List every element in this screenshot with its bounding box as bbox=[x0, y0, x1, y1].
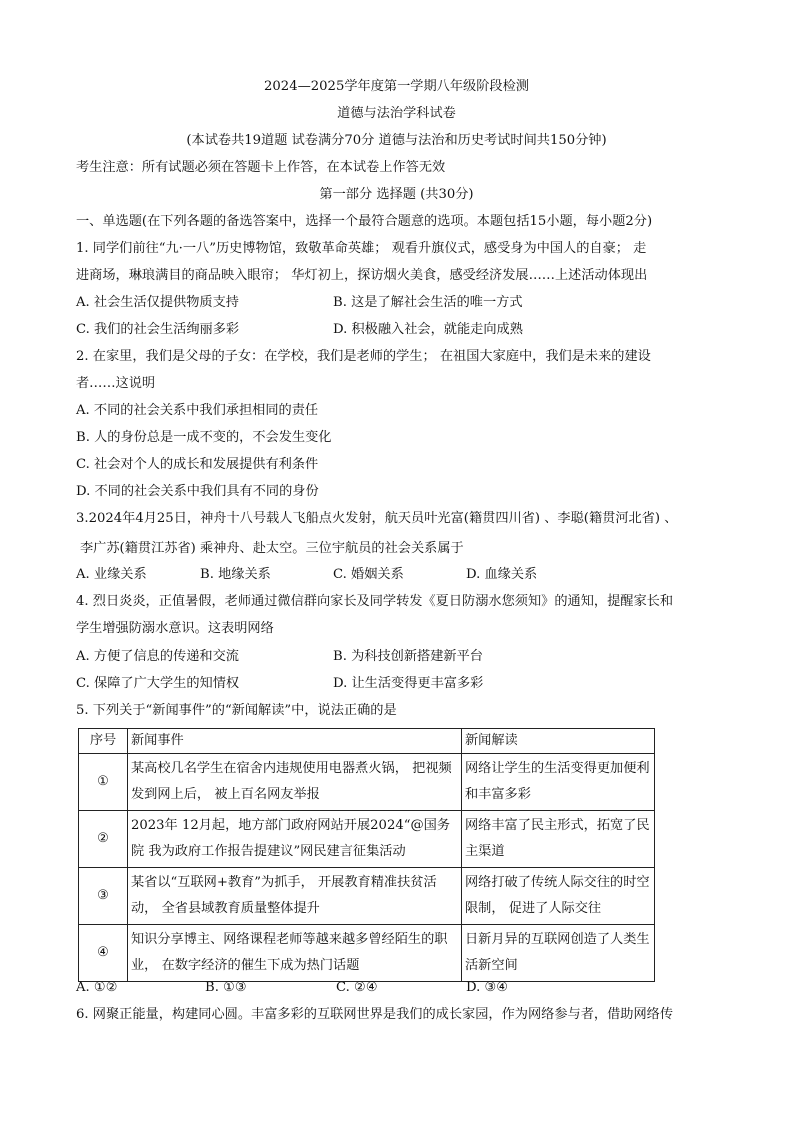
q5-option-a: A. ①② bbox=[76, 980, 118, 995]
q4-option-b: B. 为科技创新搭建新平台 bbox=[333, 649, 483, 664]
q3-option-a: A. 业缘关系 bbox=[76, 567, 147, 582]
table-header-cell: 序号 bbox=[79, 729, 128, 754]
news-event: 某省以“互联网+教育”为抓手， 开展教育精准扶贫活动， 全省县域教育质量整体提升 bbox=[128, 868, 462, 925]
part1-title: 第一部分 选择题 (共30分) bbox=[319, 187, 474, 202]
news-interpretation: 日新月异的互联网创造了人类生活新空间 bbox=[462, 925, 655, 982]
q2-option-b: B. 人的身份总是一成不变的，不会发生变化 bbox=[76, 430, 332, 445]
news-event: 某高校几名学生在宿舍内违规使用电器煮火锅， 把视频发到网上后， 被上百名网友举报 bbox=[128, 754, 462, 811]
table-header-cell: 新闻事件 bbox=[128, 729, 462, 754]
q3-option-b: B. 地缘关系 bbox=[200, 567, 271, 582]
row-number: ① bbox=[79, 754, 128, 811]
q1-stem-line1: 1. 同学们前往“九·一八”历史博物馆，致敬革命英雄； 观看升旗仪式，感受身为中国人的自豪； 走 bbox=[76, 241, 647, 256]
part1-instruction: 一、单选题(在下列各题的备选答案中，选择一个最符合题意的选项。本题包括15小题，每小题2分) bbox=[76, 214, 653, 229]
q2-stem-line2: 者……这说明 bbox=[76, 376, 156, 391]
q4-option-c: C. 保障了广大学生的知情权 bbox=[76, 676, 240, 691]
table-row bbox=[79, 754, 655, 811]
news-interpretation: 网络让学生的生活变得更加便利和丰富多彩 bbox=[462, 754, 655, 811]
exam-notice: 考生注意：所有试题必须在答题卡上作答，在本试卷上作答无效 bbox=[76, 160, 446, 175]
exam-title: 2024—2025学年度第一学期八年级阶段检测 bbox=[264, 79, 529, 94]
q3-stem-line1: 3.2024年4月25日，神舟十八号载人飞船点火发射，航天员叶光富(籍贯四川省) 、李聪(籍贯河北省) 、 bbox=[76, 511, 678, 526]
q1-option-c: C. 我们的社会生活绚丽多彩 bbox=[76, 322, 240, 337]
table-header-row bbox=[79, 729, 655, 754]
q4-stem-line2: 学生增强防溺水意识。这表明网络 bbox=[76, 621, 274, 636]
q5-option-b: B. ①③ bbox=[205, 980, 247, 995]
news-interpretation: 网络打破了传统人际交往的时空限制， 促进了人际交往 bbox=[462, 868, 655, 925]
q1-option-a: A. 社会生活仅提供物质支持 bbox=[76, 295, 239, 310]
exam-subject: 道德与法治学科试卷 bbox=[337, 106, 456, 121]
table-header-cell: 新闻解读 bbox=[462, 729, 655, 754]
table-row bbox=[79, 868, 655, 925]
table-row bbox=[79, 811, 655, 868]
q2-option-c: C. 社会对个人的成长和发展提供有利条件 bbox=[76, 457, 319, 472]
q4-stem-line1: 4. 烈日炎炎，正值暑假，老师通过微信群向家长及同学转发《夏日防溺水您须知》的通知，提醒家长和 bbox=[76, 594, 674, 609]
q6-stem-line1: 6. 网聚正能量，构建同心圆。丰富多彩的互联网世界是我们的成长家园，作为网络参与者，借助网络传 bbox=[76, 1007, 674, 1022]
q5-option-c: C. ②④ bbox=[336, 980, 378, 995]
q2-option-a: A. 不同的社会关系中我们承担相同的责任 bbox=[76, 403, 319, 418]
q1-stem-line2: 进商场，琳琅满目的商品映入眼帘； 华灯初上，探访烟火美食，感受经济发展……上述活动体现出 bbox=[76, 268, 648, 283]
q2-stem-line1: 2. 在家里，我们是父母的子女：在学校，我们是老师的学生； 在祖国大家庭中，我们是未来的建设 bbox=[76, 349, 651, 364]
table-row bbox=[79, 925, 655, 982]
q5-stem: 5. 下列关于“新闻事件”的“新闻解读”中，说法正确的是 bbox=[76, 703, 397, 718]
news-event: 知识分享博主、网络课程老师等越来越多曾经陌生的职业， 在数字经济的催生下成为热门话题 bbox=[128, 925, 462, 982]
q1-option-d: D. 积极融入社会，就能走向成熟 bbox=[333, 322, 523, 337]
q1-option-b: B. 这是了解社会生活的唯一方式 bbox=[333, 295, 523, 310]
news-event: 2023年 12月起，地方部门政府网站开展2024“@国务院 我为政府工作报告提建议”网民建言征集活动 bbox=[128, 811, 462, 868]
row-number: ④ bbox=[79, 925, 128, 982]
q2-option-d: D. 不同的社会关系中我们具有不同的身份 bbox=[76, 484, 319, 499]
q3-option-c: C. 婚姻关系 bbox=[333, 567, 404, 582]
q4-option-a: A. 方便了信息的传递和交流 bbox=[76, 649, 239, 664]
q4-option-d: D. 让生活变得更丰富多彩 bbox=[333, 676, 484, 691]
q3-option-d: D. 血缘关系 bbox=[466, 567, 538, 582]
q3-stem-line2: 李广苏(籍贯江苏省) 乘神舟、赴太空。三位宇航员的社会关系属于 bbox=[80, 541, 464, 556]
news-table bbox=[78, 728, 655, 982]
q5-option-d: D. ③④ bbox=[466, 980, 509, 995]
row-number: ③ bbox=[79, 868, 128, 925]
row-number: ② bbox=[79, 811, 128, 868]
exam-info: (本试卷共19道题 试卷满分70分 道德与法治和历史考试时间共150分钟) bbox=[186, 133, 607, 148]
news-interpretation: 网络丰富了民主形式，拓宽了民主渠道 bbox=[462, 811, 655, 868]
